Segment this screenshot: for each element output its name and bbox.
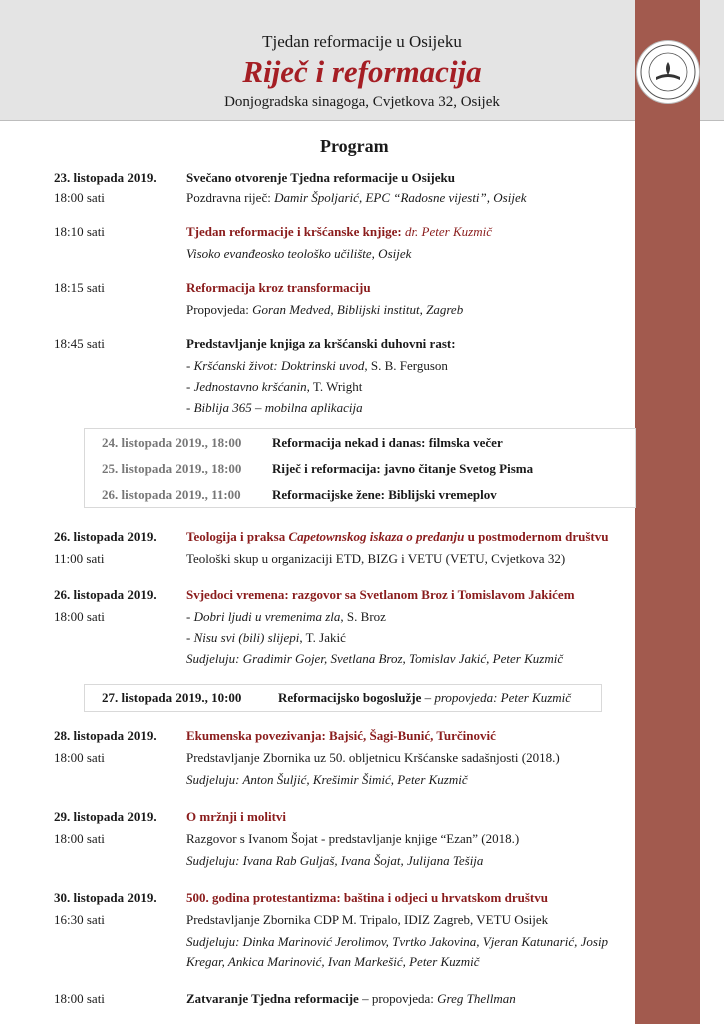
participants: Sudjeluju: Ivana Rab Guljaš, Ivana Šojat, Julijana Tešija — [186, 853, 484, 868]
header-divider — [0, 120, 724, 121]
greeting-line: Pozdravna riječ: Damir Špoljarić, EPC “Radosne vijesti”, Osijek — [186, 190, 527, 205]
book-item: - Nisu svi (bili) slijepi, T. Jakić — [186, 630, 346, 645]
day1-title: Svečano otvorenje Tjedna reformacije u Osijeku — [186, 170, 455, 185]
event-desc: Teološki skup u organizaciji ETD, BIZG i VETU (VETU, Cvjetkova 32) — [186, 551, 566, 566]
evening-title: Riječ i reformacija: javno čitanje Svetog Pisma — [272, 461, 534, 476]
participants: Sudjeluju: Anton Šuljić, Krešimir Šimić, Peter Kuzmič — [186, 772, 468, 787]
participants: Sudjeluju: Gradimir Gojer, Svetlana Broz, Tomislav Jakić, Peter Kuzmič — [186, 651, 564, 666]
event-time: 18:00 sati — [54, 831, 105, 846]
books-title: Predstavljanje knjiga za kršćanski duhovni rast: — [186, 336, 456, 351]
event-title: O mržnji i molitvi — [186, 809, 287, 824]
service-date: 27. listopada 2019., 10:00 — [102, 690, 242, 705]
header-title: Riječ i reformacija — [242, 54, 482, 89]
participants: Sudjeluju: Dinka Marinović Jerolimov, Tvrtko Jakovina, Vjeran Katunarić, Josip — [186, 934, 609, 949]
event-time: 18:00 sati — [54, 609, 105, 624]
time-1810: 18:10 sati — [54, 224, 105, 239]
closing-title: Zatvaranje Tjedna reformacije – propovjeda: Greg Thellman — [186, 991, 516, 1006]
time-1800: 18:00 sati — [54, 190, 105, 205]
evening-title: Reformacijske žene: Biblijski vremeplov — [272, 487, 497, 502]
side-bar — [635, 0, 700, 1024]
event-date: 26. listopada 2019. — [54, 529, 157, 544]
event-desc: Predstavljanje Zbornika CDP M. Tripalo, IDIZ Zagreb, VETU Osijek — [186, 912, 549, 927]
event-time: 16:30 sati — [54, 912, 105, 927]
program-heading: Program — [320, 136, 389, 156]
event-date: 28. listopada 2019. — [54, 728, 157, 743]
event-time: 11:00 sati — [54, 551, 105, 566]
event-title: Svjedoci vremena: razgovor sa Svetlanom Broz i Tomislavom Jakićem — [186, 587, 575, 602]
evening-date: 25. listopada 2019., 18:00 — [102, 461, 242, 476]
event-desc: Razgovor s Ivanom Šojat - predstavljanje knjige “Ezan” (2018.) — [186, 831, 520, 846]
event-date: 29. listopada 2019. — [54, 809, 157, 824]
day1-date: 23. listopada 2019. — [54, 170, 157, 185]
time-1815: 18:15 sati — [54, 280, 105, 295]
event-date: 26. listopada 2019. — [54, 587, 157, 602]
evening-date: 24. listopada 2019., 18:00 — [102, 435, 242, 450]
sermon-preacher: Propovjeda: Goran Medved, Biblijski institut, Zagreb — [186, 302, 464, 317]
header-venue: Donjogradska sinagoga, Cvjetkova 32, Osijek — [224, 94, 500, 110]
talk-title: Tjedan reformacije i kršćanske knjige: dr. Peter Kuzmič — [186, 224, 492, 239]
header-subtitle: Tjedan reformacije u Osijeku — [262, 32, 462, 51]
book-item: - Jednostavno kršćanin, T. Wright — [186, 379, 363, 394]
sermon-title: Reformacija kroz transformaciju — [186, 280, 371, 295]
service-title: Reformacijsko bogoslužje – propovjeda: Peter Kuzmič — [278, 690, 572, 705]
time-1845: 18:45 sati — [54, 336, 105, 351]
book-item: - Kršćanski život: Doktrinski uvod, S. B. Ferguson — [186, 358, 448, 373]
book-item: - Dobri ljudi u vremenima zla, S. Broz — [186, 609, 386, 624]
event-title: Ekumenska povezivanja: Bajsić, Šagi-Bunić, Turčinović — [186, 728, 496, 743]
event-time: 18:00 sati — [54, 750, 105, 765]
event-title: Teologija i praksa Capetownskog iskaza o predanju u postmodernom društvu — [186, 529, 609, 544]
book-item: - Biblija 365 – mobilna aplikacija — [186, 400, 363, 415]
closing-time: 18:00 sati — [54, 991, 105, 1006]
talk-institution: Visoko evanđeosko teološko učilište, Osijek — [186, 246, 412, 261]
participants: Kregar, Ankica Marinović, Ivan Markešić, Peter Kuzmič — [186, 954, 480, 969]
evening-title: Reformacija nekad i danas: filmska večer — [272, 435, 503, 450]
event-desc: Predstavljanje Zbornika uz 50. obljetnicu Kršćanske sadašnjosti (2018.) — [186, 750, 560, 765]
event-title: 500. godina protestantizma: baština i odjeci u hrvatskom društvu — [186, 890, 548, 905]
event-date: 30. listopada 2019. — [54, 890, 157, 905]
evening-date: 26. listopada 2019., 11:00 — [102, 487, 241, 502]
